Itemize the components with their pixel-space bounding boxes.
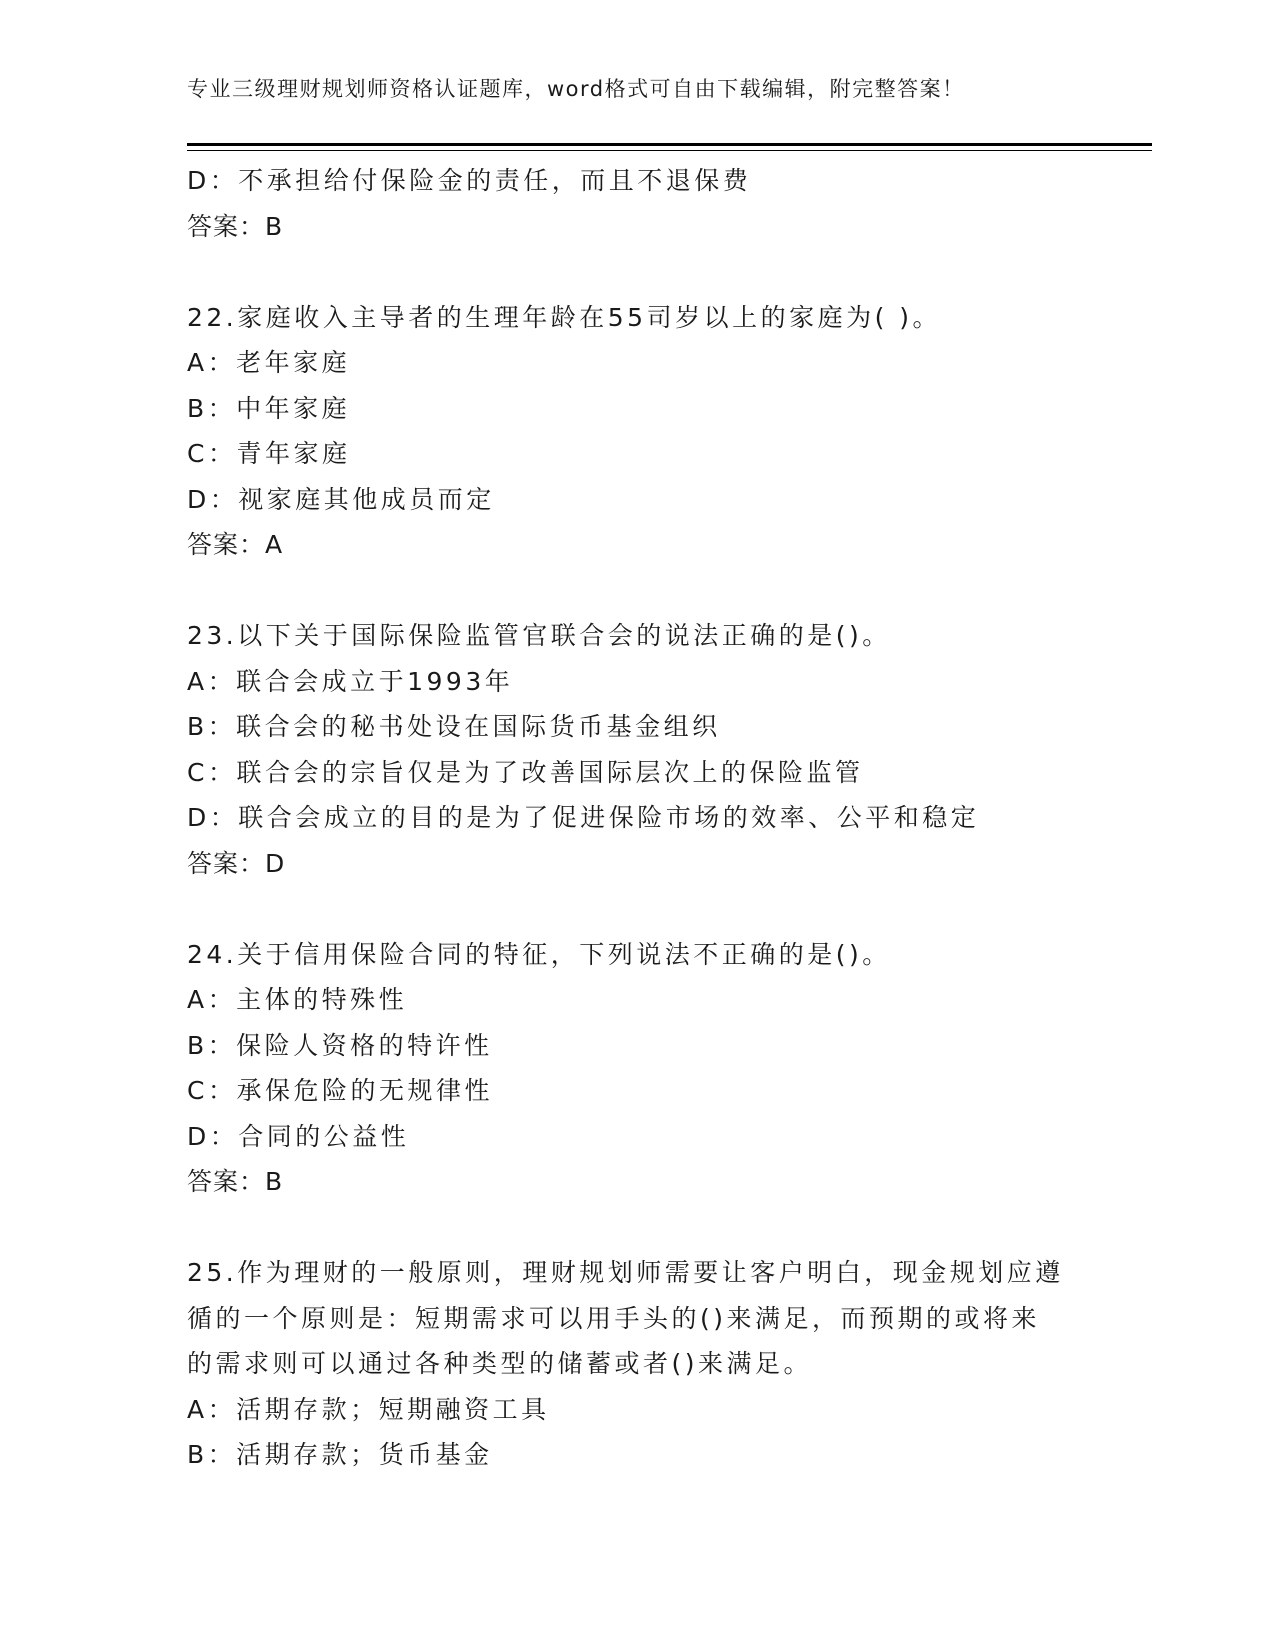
question-23 — [187, 613, 1087, 886]
document-body — [187, 158, 1087, 1478]
question-25 — [187, 1250, 1087, 1478]
answer: 答案：A — [187, 530, 284, 559]
spacer — [187, 1205, 1087, 1251]
question-stem-line-3: 的需求则可以通过各种类型的储蓄或者()来满足。 — [187, 1349, 813, 1378]
question-stem-line-2: 循的一个原则是：短期需求可以用手头的()来满足，而预期的或将来 — [187, 1303, 1041, 1333]
header-rule-thin — [187, 150, 1152, 151]
option-a: A：联合会成立于1993年 — [187, 666, 514, 696]
option-b: B：活期存款；货币基金 — [187, 1440, 493, 1469]
option-a: A：主体的特殊性 — [187, 985, 408, 1014]
spacer — [187, 568, 1087, 614]
question-stem: 23.以下关于国际保险监管官联合会的说法正确的是()。 — [187, 621, 891, 650]
option-c: C：联合会的宗旨仅是为了改善国际层次上的保险监管 — [187, 757, 864, 787]
spacer — [187, 886, 1087, 932]
answer: 答案：B — [187, 1167, 284, 1196]
option-d: D：联合会成立的目的是为了促进保险市场的效率、公平和稳定 — [187, 803, 980, 832]
question-22 — [187, 295, 1087, 568]
answer: 答案：D — [187, 848, 286, 878]
option-b: B：保险人资格的特许性 — [187, 1030, 493, 1060]
question-stem: 22.家庭收入主导者的生理年龄在55司岁以上的家庭为( )。 — [187, 302, 942, 332]
option-c: C：承保危险的无规律性 — [187, 1076, 493, 1105]
option-d: D：合同的公益性 — [187, 1121, 410, 1151]
option-b: B：中年家庭 — [187, 393, 351, 423]
question-stem: 24.关于信用保险合同的特征，下列说法不正确的是()。 — [187, 939, 891, 969]
option-b: B：联合会的秘书处设在国际货币基金组织 — [187, 712, 721, 741]
spacer — [187, 249, 1087, 295]
prev-option-d: D：不承担给付保险金的责任，而且不退保费 — [187, 166, 752, 195]
header-rule-thick — [187, 143, 1152, 146]
page-header: 专业三级理财规划师资格认证题库，word格式可自由下载编辑，附完整答案！ — [187, 77, 965, 101]
question-stem-line-1: 25.作为理财的一般原则，理财规划师需要让客户明白，现金规划应遵 — [187, 1258, 1064, 1287]
question-24 — [187, 932, 1087, 1205]
option-a: A：老年家庭 — [187, 348, 351, 377]
prev-answer: 答案：B — [187, 211, 284, 241]
option-a: A：活期存款；短期融资工具 — [187, 1394, 550, 1424]
option-d: D：视家庭其他成员而定 — [187, 484, 495, 514]
option-c: C：青年家庭 — [187, 439, 351, 468]
